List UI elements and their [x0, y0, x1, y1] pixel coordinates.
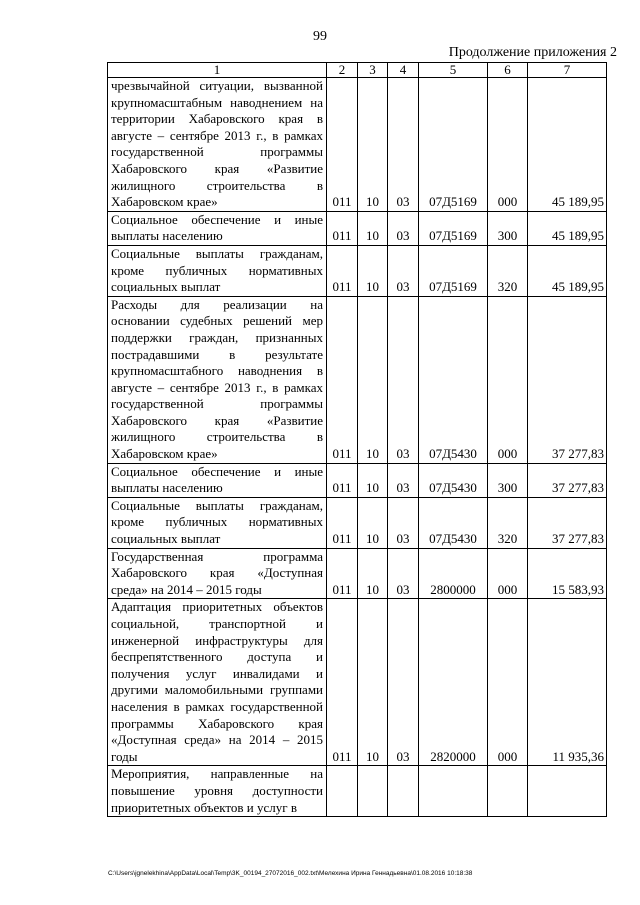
ministry-code: 011 — [327, 296, 358, 463]
section-code: 10 — [358, 599, 388, 766]
ministry-code: 011 — [327, 497, 358, 548]
amount: 37 277,83 — [528, 296, 607, 463]
row-description: Социальное обеспечение и иные выплаты населению — [108, 463, 327, 497]
target-article-code: 07Д5430 — [419, 463, 488, 497]
ministry-code: 011 — [327, 599, 358, 766]
row-description: Адаптация приоритетных объектов социальной, транспортной и инженерной инфраструктуры для беспрепятственного доступа и получения услуг инвалидами и другими маломобильными группами населения в рамках государственной программы Хабаровского края «Доступная среда» на 2014 – 2015 годы — [108, 599, 327, 766]
expense-type-code: 300 — [488, 211, 528, 245]
section-code: 10 — [358, 245, 388, 296]
table-row — [108, 78, 607, 212]
table-row — [108, 599, 607, 766]
expense-type-code — [488, 766, 528, 817]
target-article-code: 07Д5169 — [419, 78, 488, 212]
subsection-code: 03 — [388, 497, 419, 548]
subsection-code: 03 — [388, 296, 419, 463]
section-code: 10 — [358, 497, 388, 548]
amount: 45 189,95 — [528, 78, 607, 212]
expense-type-code: 000 — [488, 548, 528, 599]
section-code: 10 — [358, 463, 388, 497]
row-description: Социальное обеспечение и иные выплаты населению — [108, 211, 327, 245]
subsection-code: 03 — [388, 211, 419, 245]
subsection-code — [388, 766, 419, 817]
target-article-code: 2800000 — [419, 548, 488, 599]
target-article-code — [419, 766, 488, 817]
table-header-row — [108, 63, 607, 78]
column-header: 1 — [108, 63, 327, 78]
ministry-code: 011 — [327, 245, 358, 296]
subsection-code: 03 — [388, 78, 419, 212]
table-row — [108, 548, 607, 599]
budget-table — [107, 62, 607, 817]
target-article-code: 07Д5430 — [419, 296, 488, 463]
ministry-code: 011 — [327, 548, 358, 599]
subsection-code: 03 — [388, 548, 419, 599]
column-header: 5 — [419, 63, 488, 78]
column-header: 3 — [358, 63, 388, 78]
column-header: 6 — [488, 63, 528, 78]
column-header: 2 — [327, 63, 358, 78]
ministry-code — [327, 766, 358, 817]
expense-type-code: 000 — [488, 78, 528, 212]
expense-type-code: 000 — [488, 296, 528, 463]
ministry-code: 011 — [327, 78, 358, 212]
row-description: Социальные выплаты гражданам, кроме публичных нормативных социальных выплат — [108, 497, 327, 548]
document-path-footer: C:\Users\jgnelekhina\AppData\Local\Temp\3K_00194_27072016_002.txt\Мелехина Ирина Геннадьевна\01.08.2016 10:18:38 — [108, 870, 473, 877]
amount: 45 189,95 — [528, 245, 607, 296]
table-row — [108, 245, 607, 296]
target-article-code: 2820000 — [419, 599, 488, 766]
column-header: 4 — [388, 63, 419, 78]
column-header: 7 — [528, 63, 607, 78]
row-description: чрезвычайной ситуации, вызванной крупномасштабным наводнением на территории Хабаровского края в августе – сентябре 2013 г., в рамках государственной программы Хабаровского края «Развитие жилищного строительства в Хабаровском крае» — [108, 78, 327, 212]
target-article-code: 07Д5169 — [419, 245, 488, 296]
section-code: 10 — [358, 211, 388, 245]
section-code: 10 — [358, 296, 388, 463]
target-article-code: 07Д5169 — [419, 211, 488, 245]
row-description: Мероприятия, направленные на повышение уровня доступности приоритетных объектов и услуг в — [108, 766, 327, 817]
amount: 45 189,95 — [528, 211, 607, 245]
section-code: 10 — [358, 78, 388, 212]
amount: 37 277,83 — [528, 497, 607, 548]
ministry-code: 011 — [327, 463, 358, 497]
amount: 15 583,93 — [528, 548, 607, 599]
row-description: Социальные выплаты гражданам, кроме публичных нормативных социальных выплат — [108, 245, 327, 296]
ministry-code: 011 — [327, 211, 358, 245]
amount: 11 935,36 — [528, 599, 607, 766]
expense-type-code: 320 — [488, 497, 528, 548]
expense-type-code: 300 — [488, 463, 528, 497]
row-description: Расходы для реализации на основании судебных решений мер поддержки граждан, признанных пострадавшими в результате крупномасштабного наводнения в августе – сентябре 2013 г., в рамках государственной программы Хабаровского края «Развитие жилищного строительства в Хабаровском крае» — [108, 296, 327, 463]
subsection-code: 03 — [388, 245, 419, 296]
table-row — [108, 463, 607, 497]
amount — [528, 766, 607, 817]
expense-type-code: 320 — [488, 245, 528, 296]
page-number: 99 — [313, 29, 327, 44]
section-code: 10 — [358, 548, 388, 599]
table-row — [108, 766, 607, 817]
table-row — [108, 211, 607, 245]
amount: 37 277,83 — [528, 463, 607, 497]
subsection-code: 03 — [388, 599, 419, 766]
continuation-note: Продолжение приложения 2 — [448, 45, 617, 60]
section-code — [358, 766, 388, 817]
table-row — [108, 497, 607, 548]
row-description: Государственная программа Хабаровского края «Доступная среда» на 2014 – 2015 годы — [108, 548, 327, 599]
table-row — [108, 296, 607, 463]
expense-type-code: 000 — [488, 599, 528, 766]
target-article-code: 07Д5430 — [419, 497, 488, 548]
subsection-code: 03 — [388, 463, 419, 497]
